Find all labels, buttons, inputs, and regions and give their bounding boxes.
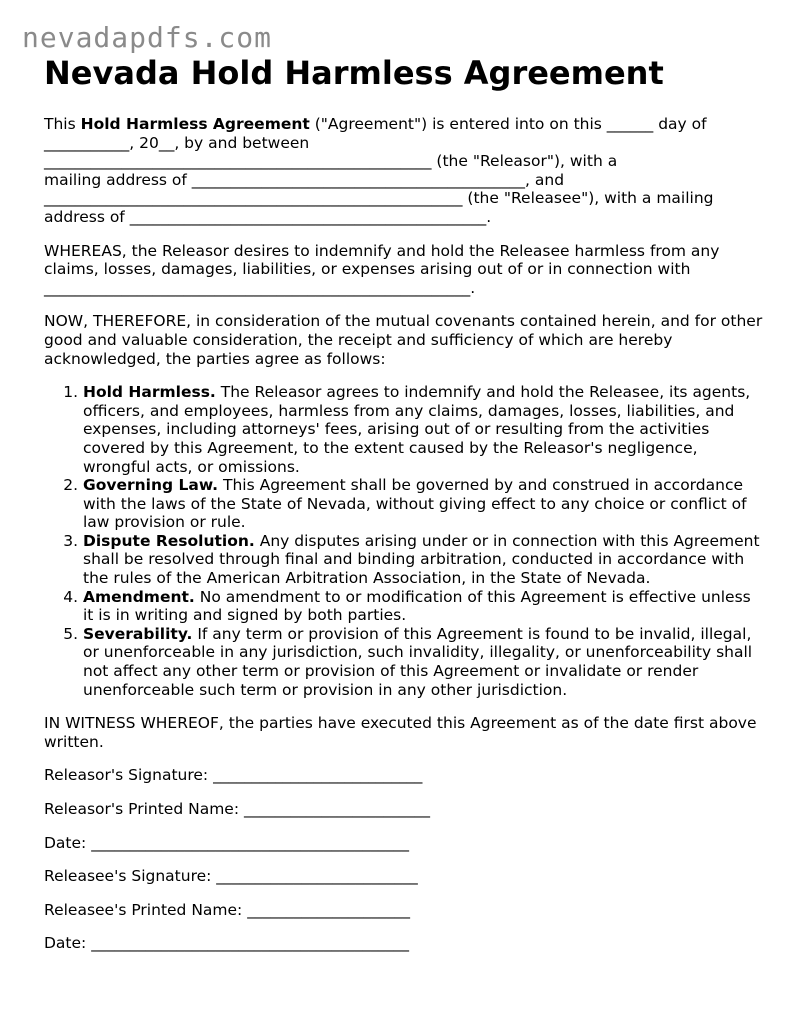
releasee-signature-line: Releasee's Signature: __________________________	[44, 867, 418, 886]
agreement-name: Hold Harmless Agreement	[80, 115, 310, 133]
releasee-name-line: ______________________________________________________ (the "Releasee"), with a mailing	[44, 189, 714, 208]
witness-paragraph: IN WITNESS WHEREOF, the parties have executed this Agreement as of the date first above written.	[44, 714, 757, 751]
intro-prefix: This	[44, 115, 81, 133]
term-text: Any disputes arising under or in connection with this Agreement shall be resolved through final and binding arbitration, conducted in accordance with the rules of the American Arbitration Association, in the State of Nevada.	[83, 531, 760, 588]
term-heading: Governing Law.	[83, 476, 219, 495]
releasor-signature-line: Releasor's Signature: ___________________________	[44, 766, 423, 785]
whereas-line: claims, losses, damages, liabilities, or expenses arising out of or in connection with	[44, 260, 691, 279]
term-heading: Dispute Resolution.	[83, 531, 255, 550]
releasor-date-line: Date: _________________________________________	[44, 833, 409, 852]
releasee-printed-name-line: Releasee's Printed Name: _____________________	[44, 900, 410, 919]
term-hold-harmless	[83, 383, 764, 476]
term-text: The Releasor agrees to indemnify and hold the Releasee, its agents, officers, and employees, harmless from any claims, damages, losses, liabilities, and expenses, including attorneys' fees, arising out of or resulting from the activities covered by this Agreement, to the extent caused by the Releasor's negligence, wrongful acts, or omissions.	[83, 383, 751, 476]
term-heading: Severability.	[83, 624, 193, 643]
whereas-blank-line: _______________________________________________________.	[44, 278, 476, 297]
document-body	[44, 115, 764, 968]
releasee-date-line: Date: _________________________________________	[44, 934, 409, 953]
date-blank-line: ___________, 20__, by and between	[44, 133, 310, 152]
term-amendment	[83, 588, 764, 625]
terms-list	[44, 383, 764, 699]
releasor-printed-name-line: Releasor's Printed Name: ________________________	[44, 800, 430, 818]
intro-text: ("Agreement") is entered into on this ______ day of	[309, 115, 707, 133]
term-text: If any term or provision of this Agreement is found to be invalid, illegal, or unenforceable in any jurisdiction, such invalidity, illegality, or unenforceability shall not affect any other term or provision of this Agreement or invalidate or render unenforceable such term or provision in any other jurisdiction.	[83, 624, 753, 699]
term-text: No amendment to or modification of this Agreement is effective unless it is in writing and signed by both parties.	[83, 587, 751, 625]
watermark: nevadapdfs.com	[22, 21, 273, 54]
releasor-name-line: __________________________________________________ (the "Releasor"), with a	[44, 152, 618, 171]
releasee-address-line: address of ______________________________________________.	[44, 207, 492, 226]
term-heading: Hold Harmless.	[83, 383, 216, 402]
term-text: This Agreement shall be governed by and construed in accordance with the laws of the State of Nevada, without giving effect to any choice or conflict of law provision or rule.	[83, 476, 747, 532]
releasor-address-line: mailing address of ___________________________________________, and	[44, 170, 565, 189]
intro-line	[44, 115, 707, 133]
term-heading: Amendment.	[83, 587, 195, 606]
now-therefore-paragraph: NOW, THEREFORE, in consideration of the mutual covenants contained herein, and for other good and valuable consideration, the receipt and sufficiency of which are hereby acknowledged, the parties agree as follows:	[44, 312, 763, 368]
page-title: Nevada Hold Harmless Agreement	[44, 54, 664, 92]
term-governing-law	[83, 476, 764, 532]
term-dispute-resolution	[83, 532, 764, 588]
whereas-line: WHEREAS, the Releasor desires to indemnify and hold the Releasee harmless from any	[44, 241, 720, 260]
intro-paragraph	[44, 115, 764, 227]
whereas-paragraph	[44, 242, 764, 298]
term-severability	[83, 625, 764, 699]
